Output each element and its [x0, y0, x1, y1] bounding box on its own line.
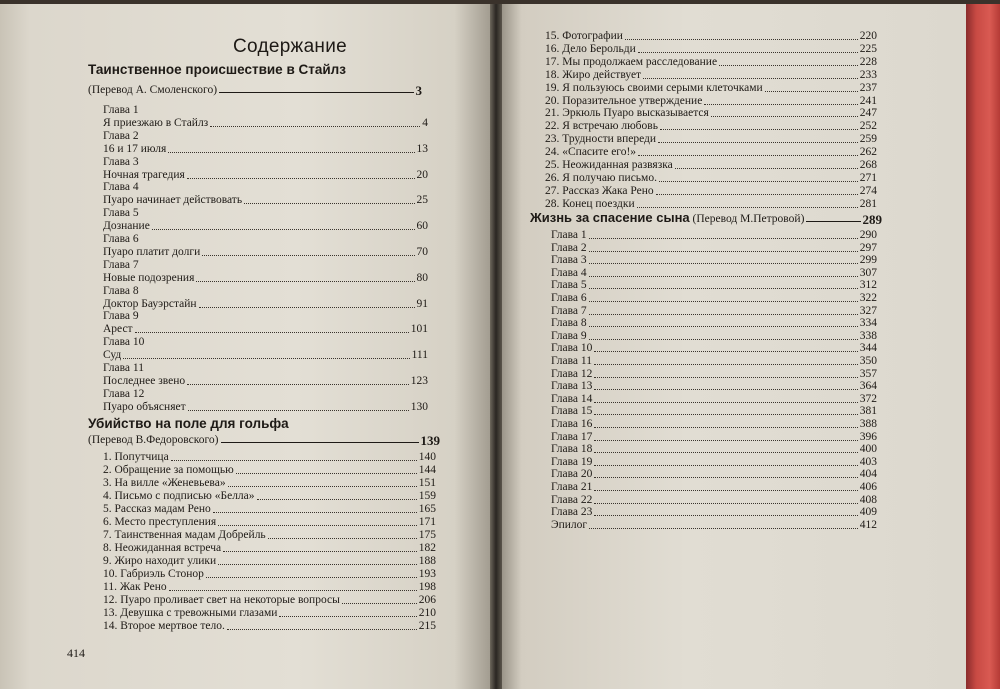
entry-title: Глава 20: [551, 468, 593, 481]
entry-title: 24. «Спасите его!»: [545, 146, 637, 159]
toc-entry: [551, 405, 877, 418]
entry-page: 274: [859, 184, 877, 197]
book-gutter: [490, 0, 502, 689]
entry-page: 247: [859, 107, 877, 120]
toc-entry: [103, 581, 436, 594]
entry-page: 312: [859, 279, 877, 292]
toc-entry: [551, 229, 877, 242]
dot-leader: [594, 364, 858, 365]
entry-page: 237: [859, 81, 877, 94]
dot-leader: [213, 512, 417, 513]
toc-entry: [551, 443, 877, 456]
entry-title: 25. Неожиданная развязка: [545, 159, 673, 171]
entry-page: 60: [416, 220, 428, 233]
dot-leader: [152, 229, 415, 230]
chapter-label: Глава 11: [103, 362, 144, 374]
entry-title: 17. Мы продолжаем расследование: [545, 55, 718, 68]
entry-title: 19. Я пользуюсь своими серыми клеточками: [545, 81, 763, 94]
entry-title: Глава 21: [551, 481, 593, 493]
entry-page: 357: [859, 367, 877, 380]
dot-leader: [659, 181, 858, 182]
toc-entry: [551, 506, 877, 519]
entry-title: 16. Дело Берольди: [545, 42, 636, 55]
entry-page: 372: [859, 392, 877, 405]
entry-page: 193: [418, 568, 436, 580]
chapter-label: Глава 10: [103, 336, 145, 349]
dot-leader: [594, 377, 857, 378]
toc-entry: [545, 107, 877, 120]
toc-entry: [103, 298, 428, 311]
toc-entry: [551, 481, 877, 494]
entry-title: 3. На вилле «Женевьева»: [103, 477, 226, 489]
toc-entry: [551, 242, 877, 255]
work3-heading: [530, 211, 804, 226]
entry-title: 13. Девушка с тревожными глазами: [103, 607, 278, 619]
entry-page: 404: [859, 468, 877, 481]
entry-title: Доктор Бауэрстайн: [103, 297, 197, 310]
dot-leader: [342, 603, 417, 604]
dot-leader: [704, 104, 857, 105]
toc-entry: [545, 69, 877, 82]
entry-page: 344: [859, 342, 877, 355]
toc-entry: [103, 401, 428, 414]
entry-page: 281: [859, 197, 877, 210]
entry-title: Ночная трагедия: [103, 168, 185, 181]
entry-title: 20. Поразительное утверждение: [545, 94, 703, 107]
dot-leader: [228, 486, 417, 487]
entry-title: Глава 11: [551, 355, 592, 367]
entry-page: 220: [859, 30, 877, 42]
dot-leader: [169, 590, 417, 591]
dot-leader: [589, 288, 858, 289]
toc-entry: [551, 342, 877, 355]
entry-page: 140: [418, 451, 436, 463]
entry-title: 10. Габриэль Стонор: [103, 568, 204, 580]
toc-entry: [545, 30, 877, 43]
dot-leader: [168, 152, 414, 153]
entry-page: 388: [859, 418, 877, 430]
dot-leader: [236, 473, 417, 474]
entry-title: 2. Обращение за помощью: [103, 464, 234, 476]
entry-page: 80: [416, 271, 428, 284]
work1-title: Таинственное происшествие в Стайлз: [88, 62, 346, 77]
dot-leader: [218, 525, 417, 526]
dot-leader: [589, 314, 858, 315]
toc-entry: [551, 519, 877, 532]
work2-title: Убийство на поле для гольфа: [88, 416, 289, 431]
entry-page: 408: [859, 493, 877, 506]
dot-leader: [171, 460, 417, 461]
entry-page: 198: [418, 581, 436, 593]
entry-page: 13: [416, 142, 428, 155]
toc-entry: [103, 555, 436, 568]
dot-leader: [594, 503, 857, 504]
dot-leader: [187, 178, 415, 179]
entry-title: 16 и 17 июля: [103, 142, 167, 155]
chapter-label: Глава 3: [103, 155, 139, 168]
entry-title: Пуаро объясняет: [103, 400, 186, 413]
toc-entry: [103, 375, 428, 388]
dot-leader: [625, 39, 858, 40]
dot-leader: [257, 499, 417, 500]
entry-title: Глава 16: [551, 418, 593, 430]
dot-leader: [637, 207, 858, 208]
toc-entry: [551, 468, 877, 481]
work1-translator: (Перевод А. Смоленского): [88, 84, 218, 96]
entry-title: Последнее звено: [103, 375, 186, 387]
entry-page: 20: [416, 168, 428, 181]
entry-page: 171: [418, 516, 436, 528]
entry-page: 4: [422, 117, 428, 129]
entry-title: Пуаро начинает действовать: [103, 194, 243, 207]
entry-title: 14. Второе мертвое тело.: [103, 620, 225, 632]
entry-page: 297: [859, 241, 877, 254]
entry-title: Глава 10: [551, 342, 593, 355]
entry-title: Глава 23: [551, 506, 593, 519]
toc-entry: [545, 95, 877, 108]
entry-page: 334: [859, 317, 877, 330]
work3-translator: (Перевод М.Петровой): [692, 213, 805, 225]
dot-leader: [268, 538, 417, 539]
toc-entry: [103, 490, 436, 503]
entry-title: 26. Я получаю письмо.: [545, 171, 657, 184]
toc-entry: [545, 120, 877, 133]
dot-leader: [594, 490, 857, 491]
entry-title: 8. Неожиданная встреча: [103, 542, 222, 554]
toc-entry: [551, 254, 877, 267]
dot-leader: [227, 629, 417, 630]
dot-leader: [594, 452, 857, 453]
dot-leader: [594, 351, 857, 352]
entry-title: 21. Эркюль Пуаро высказывается: [545, 107, 709, 120]
entry-page: 123: [410, 375, 428, 387]
entry-title: Глава 22: [551, 493, 593, 506]
entry-title: 6. Место преступления: [103, 516, 217, 528]
toc-entry: [103, 607, 436, 620]
dot-leader: [210, 126, 420, 127]
entry-page: 252: [859, 120, 877, 133]
toc-entry: [103, 117, 428, 130]
entry-title: Глава 6: [551, 292, 587, 304]
dot-leader: [123, 358, 409, 359]
entry-title: Глава 14: [551, 392, 593, 405]
entry-page: 381: [859, 405, 877, 418]
entry-page: 215: [418, 620, 436, 632]
toc-entry: [103, 516, 436, 529]
toc-entry: [103, 246, 428, 259]
entry-page: 327: [859, 304, 877, 317]
entry-title: 7. Таинственная мадам Добрейль: [103, 529, 266, 541]
entry-page: 241: [859, 94, 877, 107]
entry-page: 350: [859, 355, 877, 367]
toc-entry: [545, 172, 877, 185]
top-edge: [0, 0, 1000, 4]
entry-title: Глава 2: [551, 241, 587, 254]
toc-entry: [103, 477, 436, 490]
entry-page: 111: [411, 349, 428, 362]
dot-leader: [206, 577, 417, 578]
toc-entry: [551, 456, 877, 469]
entry-title: Новые подозрения: [103, 271, 195, 284]
dot-leader: [589, 326, 858, 327]
toc-entry: [103, 503, 436, 516]
entry-title: Глава 15: [551, 405, 593, 418]
entry-page: 159: [418, 490, 436, 502]
dot-leader: [218, 564, 417, 565]
entry-page: 182: [418, 542, 436, 554]
entry-page: 91: [416, 297, 428, 310]
work2-translator-line: [88, 434, 440, 447]
toc-entry: [551, 368, 877, 381]
dot-leader: [589, 528, 858, 529]
dot-leader: [244, 203, 414, 204]
dot-leader: [765, 91, 858, 92]
entry-page: 25: [416, 194, 428, 207]
entry-title: 9. Жиро находит улики: [103, 555, 217, 567]
entry-page: 268: [859, 159, 877, 171]
dot-leader: [187, 384, 409, 385]
entry-page: 322: [859, 292, 877, 304]
entry-title: 1. Попутчица: [103, 451, 169, 463]
entry-title: Глава 17: [551, 430, 593, 443]
entry-title: Глава 18: [551, 443, 593, 456]
entry-title: Суд: [103, 349, 122, 362]
work3-start-page: 289: [862, 212, 882, 227]
toc-entry: [545, 133, 877, 146]
toc-entry: [551, 317, 877, 330]
toc-entry: [103, 529, 436, 542]
dot-leader: [589, 301, 858, 302]
toc-entry: [545, 198, 877, 211]
dot-leader: [594, 465, 857, 466]
entry-page: 396: [859, 430, 877, 443]
toc-entry: [545, 56, 877, 69]
toc-entry: [545, 82, 877, 95]
entry-page: 101: [410, 323, 428, 336]
rule: [219, 92, 413, 93]
dot-leader: [658, 142, 858, 143]
entry-page: 338: [859, 329, 877, 342]
dot-leader: [594, 414, 857, 415]
dot-leader: [135, 332, 409, 333]
entry-page: 175: [418, 529, 436, 541]
work3-title-line: [530, 210, 882, 227]
chapter-label: Глава 6: [103, 233, 139, 245]
dot-leader: [656, 194, 858, 195]
entry-page: 206: [418, 594, 436, 606]
entry-page: 364: [859, 380, 877, 393]
entry-page: 262: [859, 146, 877, 159]
rule: [806, 221, 860, 222]
entry-page: 409: [859, 506, 877, 519]
work2-start-page: 139: [420, 433, 440, 448]
dot-leader: [711, 116, 858, 117]
dot-leader: [675, 168, 858, 169]
entry-title: Глава 4: [551, 266, 587, 279]
dot-leader: [279, 616, 416, 617]
toc-entry: [551, 292, 877, 305]
entry-page: 233: [859, 68, 877, 81]
toc-entry: [545, 185, 877, 198]
chapter-label: Глава 12: [103, 387, 145, 400]
chapter-label: Глава 5: [103, 207, 139, 220]
entry-page: 188: [418, 555, 436, 567]
entry-title: Я приезжаю в Стайлз: [103, 117, 209, 129]
entry-page: 210: [418, 607, 436, 619]
entry-page: 70: [416, 246, 428, 258]
dot-leader: [638, 155, 858, 156]
dot-leader: [223, 551, 417, 552]
entry-page: 403: [859, 455, 877, 468]
dot-leader: [594, 389, 857, 390]
toc-entry: [103, 620, 436, 633]
toc-entry: [551, 393, 877, 406]
dot-leader: [589, 238, 858, 239]
entry-page: 228: [859, 55, 877, 68]
toc-heading: Содержание: [232, 36, 348, 57]
toc-entry: [103, 272, 428, 285]
toc-entry: [551, 330, 877, 343]
chapter-label: Глава 1: [103, 104, 139, 116]
entry-title: Глава 7: [551, 304, 587, 317]
toc-entry: [551, 494, 877, 507]
dot-leader: [199, 307, 415, 308]
dot-leader: [202, 255, 414, 256]
toc-entry: [103, 220, 428, 233]
entry-title: 22. Я встречаю любовь: [545, 120, 658, 133]
toc-entry: [103, 194, 428, 207]
entry-title: 4. Письмо с подписью «Белла»: [103, 490, 255, 502]
entry-title: Арест: [103, 323, 133, 336]
toc-entry: [103, 594, 436, 607]
dot-leader: [589, 263, 858, 264]
dot-leader: [660, 129, 858, 130]
dot-leader: [719, 65, 858, 66]
entry-page: 271: [859, 171, 877, 184]
entry-title: Глава 1: [551, 229, 587, 241]
dot-leader: [589, 339, 858, 340]
entry-page: 400: [859, 443, 877, 456]
entry-title: Глава 19: [551, 455, 593, 468]
chapter-label: Глава 4: [103, 181, 139, 194]
entry-title: Дознание: [103, 220, 150, 233]
dot-leader: [196, 281, 414, 282]
toc-entry: [103, 542, 436, 555]
chapter-label: Глава 9: [103, 310, 139, 323]
toc-entry: [551, 418, 877, 431]
work1-start-page: 3: [415, 83, 422, 98]
entry-page: 406: [859, 481, 877, 493]
entry-title: 18. Жиро действует: [545, 68, 642, 81]
entry-title: Пуаро платит долги: [103, 246, 201, 258]
dot-leader: [589, 276, 858, 277]
work1-translator-line: [88, 84, 422, 97]
entry-title: Эпилог: [551, 518, 588, 531]
entry-page: 165: [418, 503, 436, 515]
toc-entry: [545, 146, 877, 159]
toc-entry: [551, 355, 877, 368]
toc-entry: [103, 568, 436, 581]
chapter-label: Глава 2: [103, 129, 139, 142]
entry-page: 299: [859, 254, 877, 267]
entry-title: Глава 9: [551, 329, 587, 342]
entry-page: 144: [418, 464, 436, 476]
work2-translator: (Перевод В.Федоровского): [88, 434, 219, 446]
entry-title: 5. Рассказ мадам Рено: [103, 503, 211, 515]
entry-page: 130: [410, 400, 428, 413]
dot-leader: [594, 515, 857, 516]
entry-title: Глава 13: [551, 380, 593, 393]
entry-title: 23. Трудности впереди: [545, 133, 657, 146]
entry-title: 28. Конец поездки: [545, 197, 635, 210]
entry-title: 11. Жак Рено: [103, 581, 167, 593]
dot-leader: [188, 410, 409, 411]
toc-entry: [545, 43, 877, 56]
entry-page: 412: [859, 518, 877, 531]
work3-title: Жизнь за спасение сына: [530, 210, 690, 225]
toc-entry: [103, 323, 428, 336]
entry-title: Глава 5: [551, 279, 587, 292]
entry-title: Глава 8: [551, 317, 587, 330]
page-number: 414: [67, 646, 85, 660]
entry-title: 12. Пуаро проливает свет на некоторые вопросы: [103, 594, 340, 606]
chapter-label: Глава 8: [103, 284, 139, 297]
entry-page: 307: [859, 266, 877, 279]
toc-entry: [545, 159, 877, 172]
entry-title: 15. Фотографии: [545, 30, 623, 42]
entry-page: 225: [859, 42, 877, 55]
toc-entry: [103, 464, 436, 477]
dot-leader: [594, 440, 857, 441]
entry-page: 259: [859, 133, 877, 146]
toc-entry: [103, 451, 436, 464]
dot-leader: [638, 52, 858, 53]
dot-leader: [643, 78, 858, 79]
toc-entry: [551, 380, 877, 393]
entry-page: 290: [859, 229, 877, 241]
toc-entry: [551, 305, 877, 318]
toc-entry: [551, 431, 877, 444]
entry-title: 27. Рассказ Жака Рено: [545, 184, 654, 197]
toc-entry: [103, 169, 428, 182]
dot-leader: [594, 427, 857, 428]
red-cover-edge: [966, 0, 1000, 689]
toc-entry: [103, 143, 428, 156]
dot-leader: [594, 477, 857, 478]
dot-leader: [594, 402, 857, 403]
entry-title: Глава 3: [551, 254, 587, 267]
entry-title: Глава 12: [551, 367, 593, 380]
toc-entry: [551, 267, 877, 280]
chapter-label: Глава 7: [103, 258, 139, 271]
toc-entry: [551, 279, 877, 292]
toc-entry: [103, 349, 428, 362]
rule: [221, 442, 419, 443]
entry-page: 151: [418, 477, 436, 489]
dot-leader: [589, 251, 858, 252]
